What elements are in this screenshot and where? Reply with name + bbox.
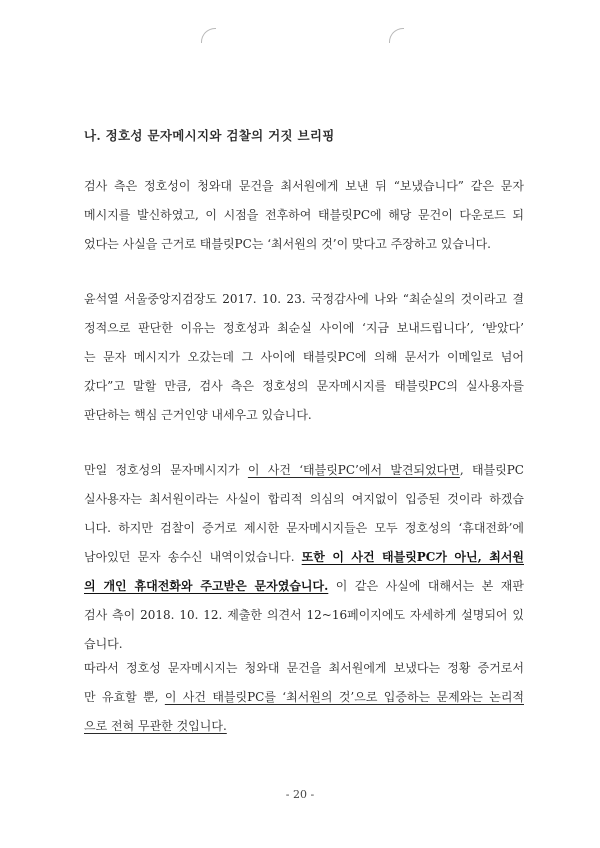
page-number: - 20 -	[285, 788, 315, 801]
text-run: 남아있던 문자 송수신 내역이었습니다.	[84, 550, 302, 564]
text-run: 만 유효할 뿐,	[84, 690, 165, 704]
paragraph-line: 정적으로 판단한 이유는 정호성과 최순실 사이에 ‘지금 보내드립니다’, ‘받았다’	[84, 321, 524, 335]
paragraph-line	[84, 572, 524, 601]
text-run: 만일 정호성의 문자메시지가	[84, 463, 248, 477]
paragraph-3	[84, 456, 524, 659]
emphasized-text: 또한 이 사건 태블릿PC가 아닌, 최서원	[301, 550, 524, 564]
paragraph-line: 메시지를 발신하였고, 이 시점을 전후하여 태블릿PC에 해당 문건이 다운로드 되	[84, 208, 524, 222]
paragraph-2	[84, 285, 524, 430]
underlined-text: 으로 전혀 무관한 것입니다.	[84, 719, 227, 733]
text-run: , 태블릿PC	[459, 463, 524, 477]
paragraph-line: 니다. 하지만 검찰이 증거로 제시한 문자메시지들은 모두 정호성의 ‘휴대전화’에	[84, 521, 524, 535]
paragraph-line: 실사용자는 최서원이라는 사실이 합리적 의심의 여지없이 입증된 것이라 하겠습	[84, 492, 524, 506]
underlined-text: 이 사건 태블릿PC를 ‘최서원의 것’으로 입증하는 문제와는 논리적	[164, 690, 524, 704]
punch-hole-mark-left	[201, 28, 216, 43]
paragraph-line: 검사 측이 2018. 10. 12. 제출한 의견서 12~16페이지에도 자세하게 설명되어 있	[84, 608, 524, 622]
paragraph-line: 는 문자 메시지가 오갔는데 그 사이에 태블릿PC에 의해 문서가 이메일로 넘어	[84, 350, 524, 364]
punch-hole-mark-right	[389, 28, 404, 43]
emphasized-text: 의 개인 휴대전화와 주고받은 문자였습니다.	[84, 579, 329, 593]
underlined-text: 이 사건 ‘태블릿PC’에서 발견되었다면	[247, 463, 460, 477]
paragraph-line: 갔다”고 말할 만큼, 검사 측은 정호성의 문자메시지를 태블릿PC의 실사용자를	[84, 379, 524, 393]
paragraph-line: 습니다.	[84, 637, 123, 651]
paragraph-line: 검사 측은 정호성이 청와대 문건을 최서원에게 보낸 뒤 “보냈습니다” 같은 문자	[84, 179, 524, 193]
paragraph-line	[84, 712, 524, 741]
paragraph-line: 판단하는 핵심 근거인양 내세우고 있습니다.	[84, 408, 312, 422]
paragraph-4	[84, 654, 524, 741]
paragraph-line: 따라서 정호성 문자메시지는 청와대 문건을 최서원에게 보냈다는 정황 증거로서	[84, 661, 524, 675]
paragraph-1	[84, 172, 524, 259]
paragraph-line: 윤석열 서울중앙지검장도 2017. 10. 23. 국정감사에 나와 “최순실의 것이라고 결	[84, 292, 524, 306]
paragraph-line	[84, 683, 524, 712]
paragraph-line	[84, 543, 524, 572]
text-run: 이 같은 사실에 대해서는 본 재판	[328, 579, 524, 593]
section-heading: 나. 정호성 문자메시지와 검찰의 거짓 브리핑	[84, 128, 335, 143]
paragraph-line: 었다는 사실을 근거로 태블릿PC는 ‘최서원의 것’이 맞다고 주장하고 있습니다.	[84, 237, 491, 251]
paragraph-line	[84, 456, 524, 485]
